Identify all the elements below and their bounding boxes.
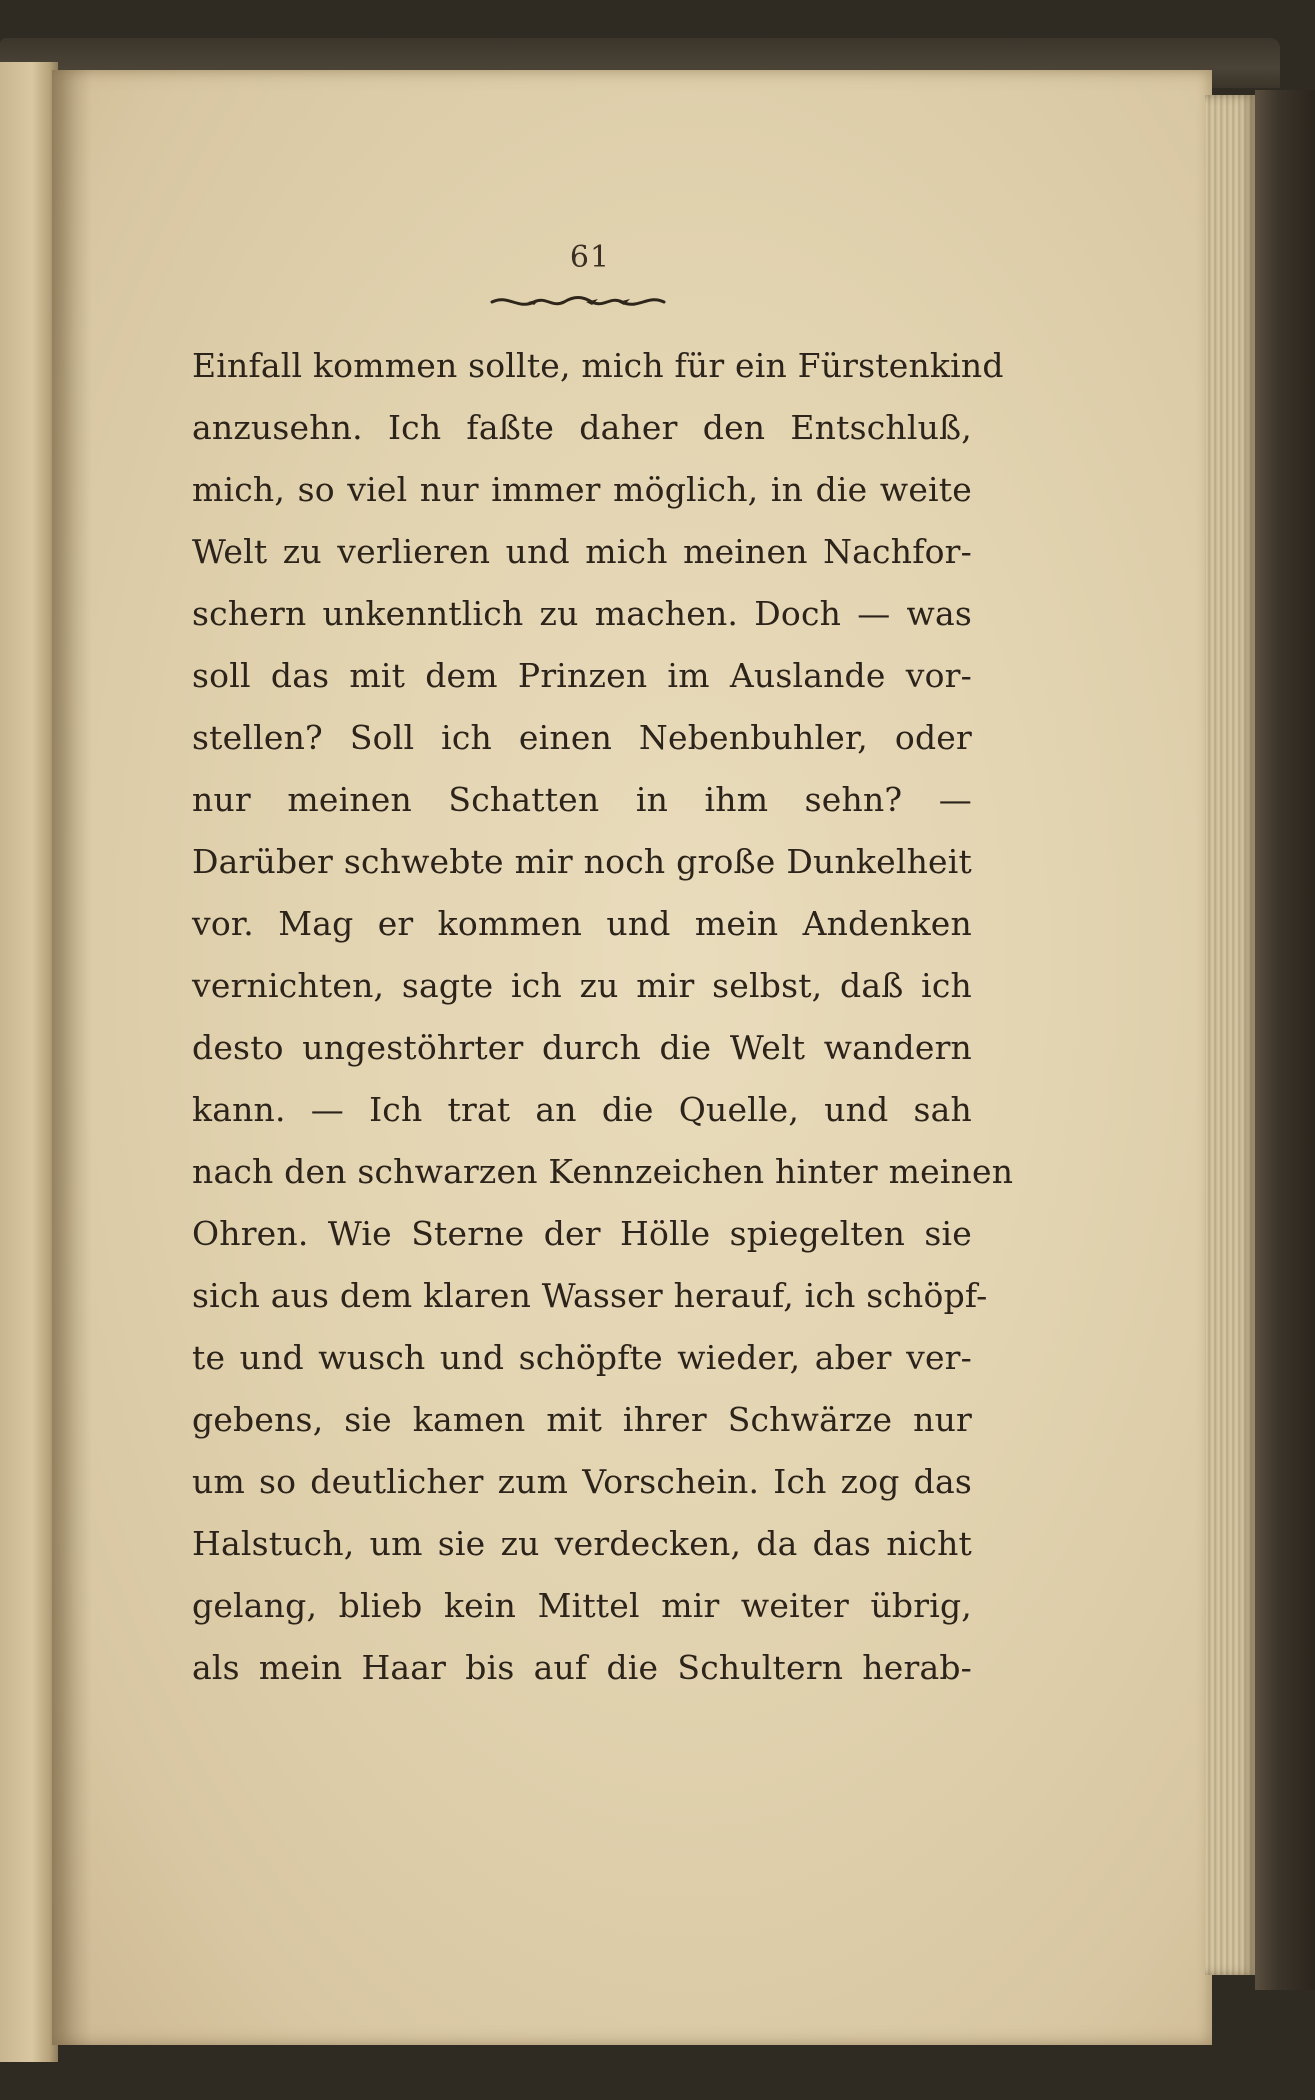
text-line: Welt zu verlieren und mich meinen Nachfor-	[192, 532, 972, 571]
text-line: nur meinen Schatten in ihm sehn? —	[192, 780, 972, 819]
text-line: mich, so viel nur immer möglich, in die weite	[192, 470, 972, 509]
text-line: gebens, sie kamen mit ihrer Schwärze nur	[192, 1400, 972, 1439]
text-line: vernichten, sagte ich zu mir selbst, daß ich	[192, 966, 972, 1005]
text-line: kann. — Ich trat an die Quelle, und sah	[192, 1090, 972, 1129]
text-line: te und wusch und schöpfte wieder, aber ver-	[192, 1338, 972, 1377]
text-line: schern unkenntlich zu machen. Doch — was	[192, 594, 972, 633]
text-line: vor. Mag er kommen und mein Andenken	[192, 904, 972, 943]
text-line: Darüber schwebte mir noch große Dunkelheit	[192, 842, 972, 881]
text-line: Halstuch, um sie zu verdecken, da das nicht	[192, 1524, 972, 1563]
page-block-edge	[1205, 95, 1257, 1975]
text-line: um so deutlicher zum Vorschein. Ich zog das	[192, 1462, 972, 1501]
text-line: sich aus dem klaren Wasser herauf, ich schöpf-	[192, 1276, 988, 1315]
left-page-edge	[0, 62, 58, 2062]
text-line: nach den schwarzen Kennzeichen hinter meinen	[192, 1152, 1014, 1191]
tilde-ornament-icon	[488, 290, 668, 312]
text-line: Einfall kommen sollte, mich für ein Fürstenkind	[192, 346, 1004, 385]
text-line: anzusehn. Ich faßte daher den Entschluß,	[192, 408, 972, 447]
text-line: als mein Haar bis auf die Schultern herab-	[192, 1648, 972, 1687]
text-line: desto ungestöhrter durch die Welt wandern	[192, 1028, 972, 1067]
text-line: gelang, blieb kein Mittel mir weiter übrig,	[192, 1586, 972, 1625]
text-line: Ohren. Wie Sterne der Hölle spiegelten sie	[192, 1214, 972, 1253]
page-number: 61	[569, 240, 611, 275]
text-line: soll das mit dem Prinzen im Auslande vor-	[192, 656, 972, 695]
gutter-shadow	[52, 70, 92, 2045]
body-text	[192, 335, 1014, 1699]
book-cover-right	[1255, 90, 1315, 1990]
text-line: stellen? Soll ich einen Nebenbuhler, oder	[192, 718, 972, 757]
